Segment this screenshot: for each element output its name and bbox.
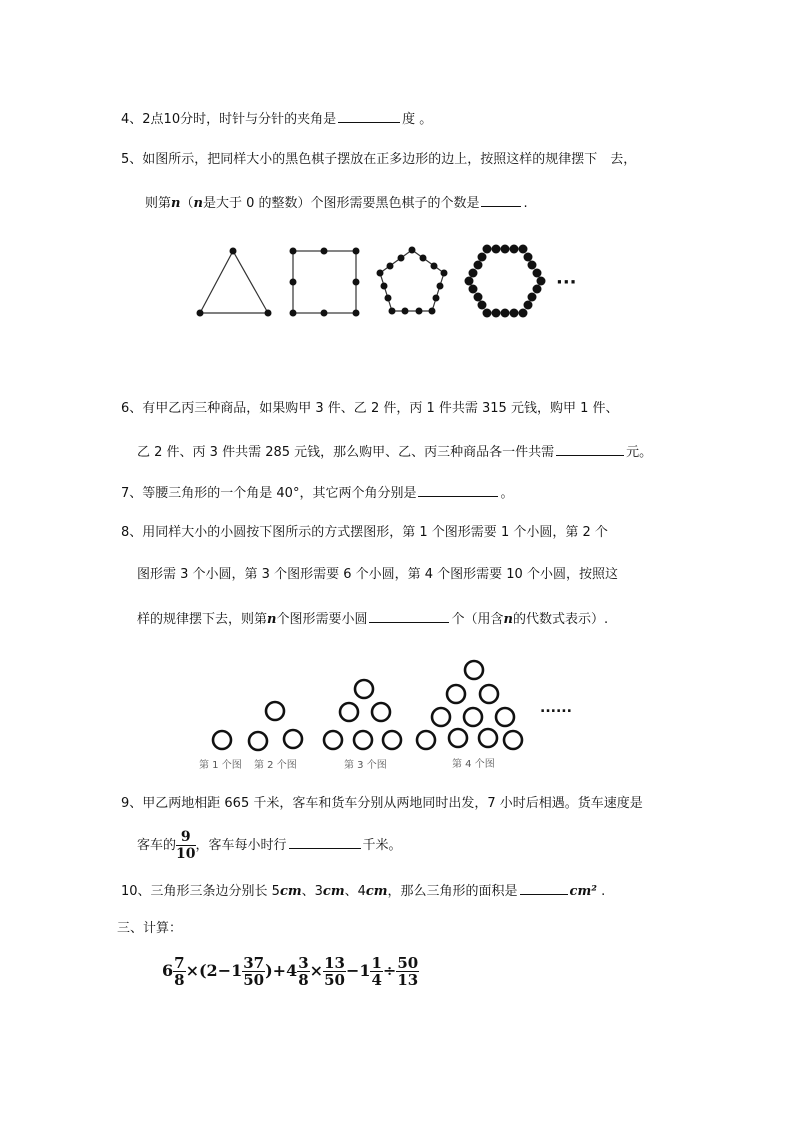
circle [354,731,372,749]
operator: ÷ [382,961,397,980]
operator: × [309,961,324,980]
operator: )+4 [265,961,298,980]
question-4-unit: 度 。 [402,112,433,127]
circle [383,731,401,749]
circle [449,729,467,747]
question-5-text-a: 则第 [145,196,172,211]
fraction-numerator: 9 [176,829,195,846]
question-6-text: 6、有甲乙丙三种商品，如果购甲 3 件、乙 2 件，丙 1 件共需 315 元钱，购甲 1 件、 [121,401,619,416]
unit-cm-squared: cm² [569,884,597,899]
question-10-text-b: ，那么三角形的面积是 [387,884,518,899]
fraction-denominator: 10 [176,846,196,862]
caption-figure-1: 第 1 个图 [199,760,242,771]
circle [213,731,231,749]
caption-figure-3: 第 3 个图 [344,760,387,771]
whole-number: 6 [162,961,174,980]
question-10 [121,880,605,901]
operator: ×(2−1 [185,961,243,980]
fraction: $\frac{7}{8}$ [174,953,185,989]
circle [324,731,342,749]
section-title: 三、计算： [117,921,183,936]
answer-blank-10[interactable] [520,880,568,895]
circle [464,708,482,726]
question-8-text-2: 图形需 3 个小圆，第 3 个图形需要 6 个小圆，第 4 个图形需要 10 个小圆，按照这 [137,567,618,582]
question-5-text-b: 是大于 0 的整数）个图形需要黑色棋子的个数是 [202,196,480,211]
question-9-text: 9、甲乙两地相距 665 千米，客车和货车分别从两地同时出发，7 小时后相遇。货车速度是 [121,796,643,811]
circle [249,732,267,750]
circle [340,703,358,721]
fraction: $\frac{3}{8}$ [298,953,309,989]
fraction: $\frac{37}{50}$ [243,953,265,989]
question-9-text-2b: ，客车每小时行 [195,838,287,853]
question-9-text-2a: 客车的 [137,838,177,853]
question-10-sep-1: 、3 [301,884,323,899]
question-8-text-3a: 样的规律摆下去，则第 [137,612,268,627]
circle-pattern-ellipsis: ...... [540,700,572,716]
fraction: $\frac{1}{4}$ [371,953,382,989]
question-8-text-3b: 个图形需要小圆 [276,612,368,627]
circle [432,708,450,726]
circle [447,685,465,703]
circle [284,730,302,748]
question-10-sep-2: 、4 [344,884,366,899]
variable-n: n [503,612,513,627]
period: 。 [500,486,514,501]
question-10-text-a: 10、三角形三条边分别长 5 [121,884,280,899]
circle [479,729,497,747]
question-4-text: 4、2点10分时，时针与分针的夹角是 [121,112,337,127]
caption-figure-4: 第 4 个图 [452,759,495,770]
circle [496,708,514,726]
question-9-unit: 千米。 [362,838,402,853]
circle [465,661,483,679]
circle [417,731,435,749]
question-6-text-2: 乙 2 件、丙 3 件共需 285 元钱，那么购甲、乙、丙三种商品各一件共需 [137,445,555,460]
polygon-ellipsis: ··· [556,272,577,293]
section-3-title [117,920,182,938]
circle [266,702,284,720]
unit-cm: cm [322,884,345,899]
circle [372,703,390,721]
paren: （ [180,196,194,211]
variable-n: n [193,196,203,211]
period: . [601,884,606,899]
circle [355,680,373,698]
fraction: $\frac{13}{50}$ [324,953,345,989]
question-9-line-2 [137,828,402,864]
period: . [523,196,528,211]
unit-cm: cm [279,884,302,899]
calculation-expression [162,950,419,991]
unit-cm: cm [365,884,388,899]
question-8-text-3c: 个（用含 [451,612,504,627]
answer-blank-9[interactable] [289,834,361,849]
caption-figure-2: 第 2 个图 [254,760,297,771]
question-9-line-1 [121,795,643,813]
question-8-text: 8、用同样大小的小圆按下图所示的方式摆图形，第 1 个图形需要 1 个小圆，第 2 个 [121,525,608,540]
fraction-9-10 [176,829,195,862]
question-5-text: 5、如图所示，把同样大小的黑色棋子摆放在正多边形的边上，按照这样的规律摆下 去， [121,152,637,167]
operator: −1 [345,961,371,980]
question-6-unit: 元。 [626,445,653,460]
question-8-text-3d: 的代数式表示）. [512,612,609,627]
variable-n: n [267,612,277,627]
circle [504,731,522,749]
fraction: $\frac{50}{13}$ [397,953,419,989]
circle [480,685,498,703]
question-7-text: 7、等腰三角形的一个角是 40°，其它两个角分别是 [121,486,417,501]
variable-n: n [171,196,181,211]
